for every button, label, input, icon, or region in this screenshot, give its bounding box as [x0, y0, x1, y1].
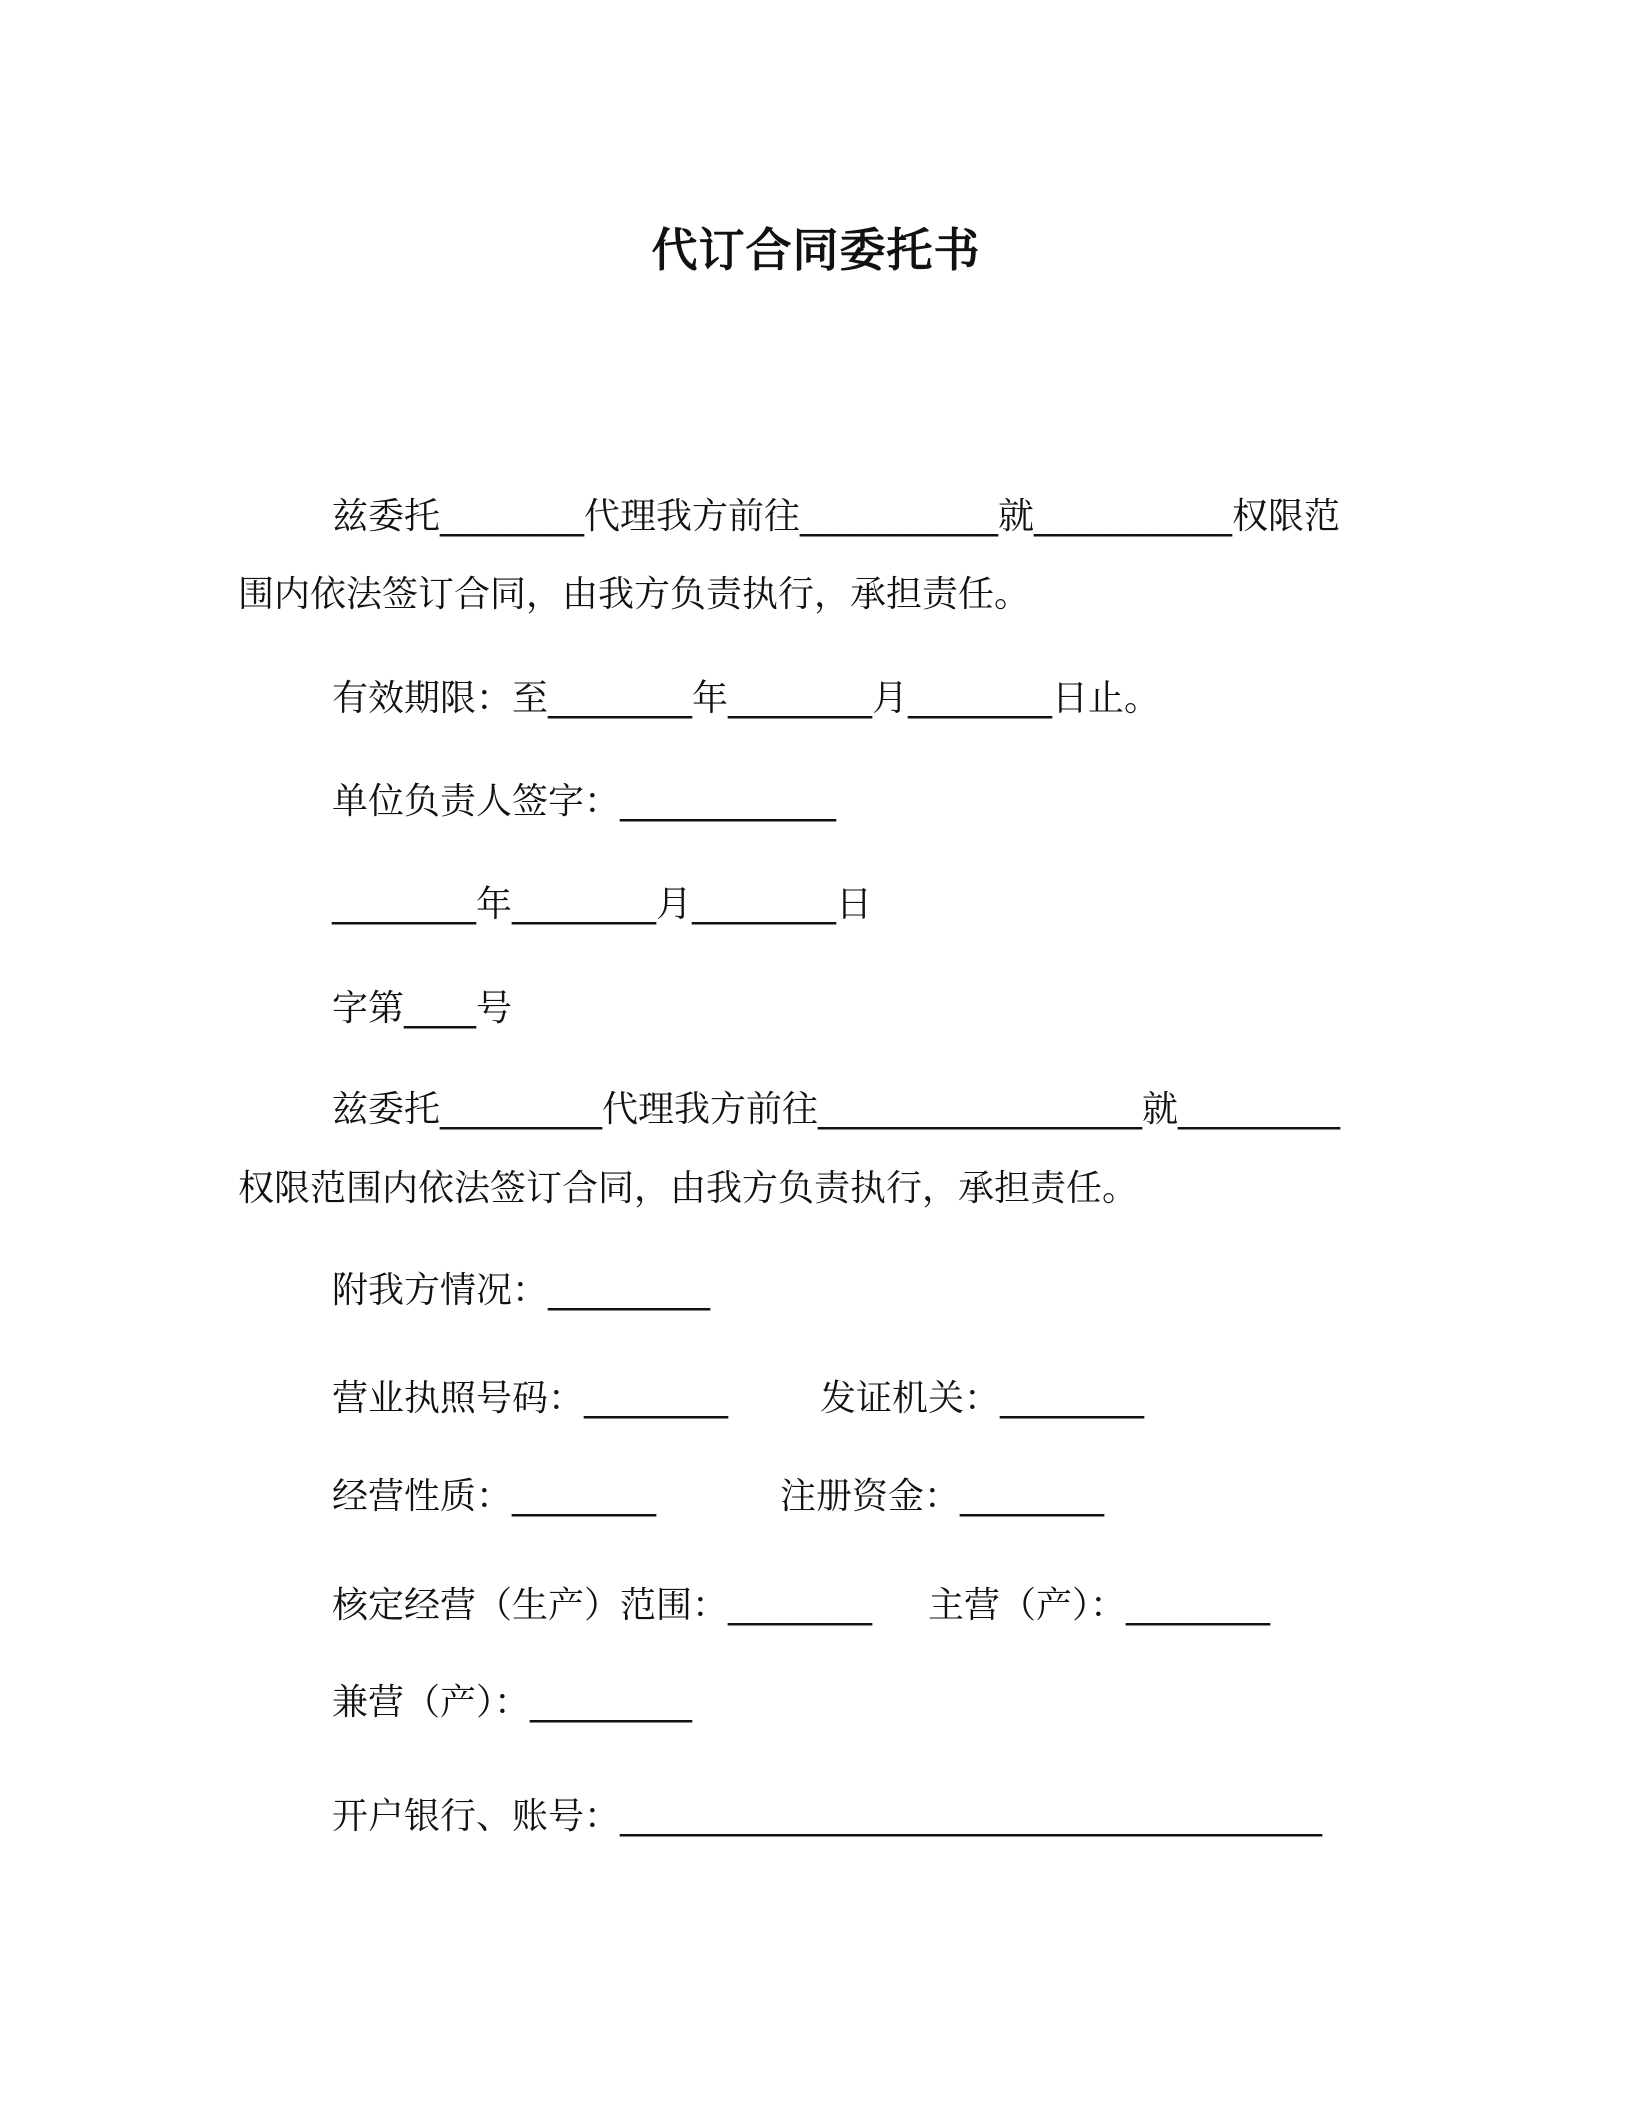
- business-nature-field: 经营性质：________: [332, 1476, 657, 1517]
- issuing-authority-field: 发证机关：________: [820, 1378, 1145, 1419]
- para1-line1: 兹委托________代理我方前往___________就___________权限范: [332, 496, 1341, 537]
- signature-line: 单位负责人签字：____________: [332, 781, 837, 822]
- doc-number-line: 字第____号: [332, 988, 513, 1029]
- document-title: 代订合同委托书: [651, 223, 981, 277]
- para1-line2: 围内依法签订合同，由我方负责执行，承担责任。: [238, 574, 1031, 615]
- main-business-field: 主营（产）：________: [928, 1585, 1271, 1626]
- registered-capital-field: 注册资金：________: [780, 1476, 1105, 1517]
- para2-line1: 兹委托_________代理我方前往__________________就_________: [332, 1089, 1341, 1130]
- date-line: ________年________月________日: [332, 884, 872, 925]
- para2-line2: 权限范围内依法签订合同，由我方负责执行，承担责任。: [238, 1168, 1139, 1209]
- side-business-field: 兼营（产）：_________: [332, 1682, 693, 1723]
- bank-account-field: 开户银行、账号：_______________________________________: [332, 1796, 1323, 1837]
- license-number-field: 营业执照号码：________: [332, 1378, 729, 1419]
- validity-line: 有效期限：至________年________月________日止。: [332, 678, 1161, 719]
- attachment-line: 附我方情况：_________: [332, 1270, 711, 1311]
- business-scope-field: 核定经营（生产）范围：________: [332, 1585, 873, 1626]
